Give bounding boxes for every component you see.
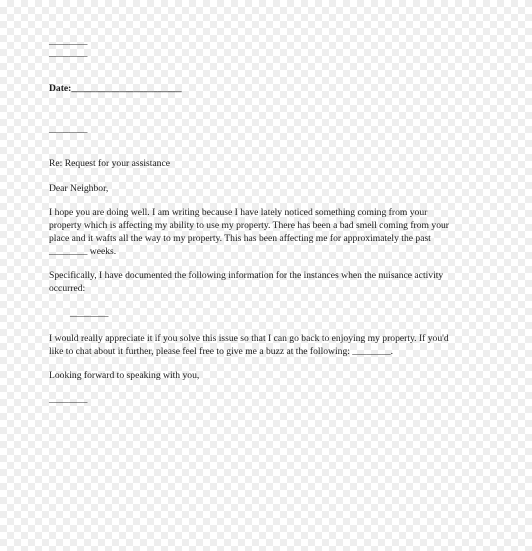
signature-blank: ________ bbox=[49, 394, 88, 405]
greeting: Dear Neighbor, bbox=[49, 183, 109, 194]
paragraph-1-line-2: property which is affecting my ability to use my property. There has been a bad smell coming from your bbox=[49, 220, 449, 231]
top-blank-1: ________ bbox=[49, 36, 88, 47]
instances-blank: ________ bbox=[70, 308, 109, 319]
paragraph-2-line-1: Specifically, I have documented the following information for the instances when the nuisance activity bbox=[49, 270, 444, 281]
paragraph-1-line-4: ________ weeks. bbox=[49, 246, 117, 257]
date-line: Date:_______________________ bbox=[49, 83, 182, 94]
paragraph-1-line-1: I hope you are doing well. I am writing because I have lately noticed something coming from your bbox=[49, 207, 428, 218]
closing: Looking forward to speaking with you, bbox=[49, 370, 200, 381]
paragraph-3-line-1: I would really appreciate it if you solve this issue so that I can go back to enjoying my property. If you'd bbox=[49, 333, 449, 344]
top-blank-2: ________ bbox=[49, 48, 88, 59]
paragraph-3-line-2: like to chat about it further, please feel free to give me a buzz at the following: ________. bbox=[49, 346, 394, 357]
paragraph-1-line-3: place and it wafts all the way to my property. This has been affecting me for approximately the past bbox=[49, 233, 431, 244]
paragraph-2-line-2: occurred: bbox=[49, 283, 86, 294]
subject-line: Re: Request for your assistance bbox=[49, 158, 170, 169]
recipient-blank: ________ bbox=[49, 124, 88, 135]
